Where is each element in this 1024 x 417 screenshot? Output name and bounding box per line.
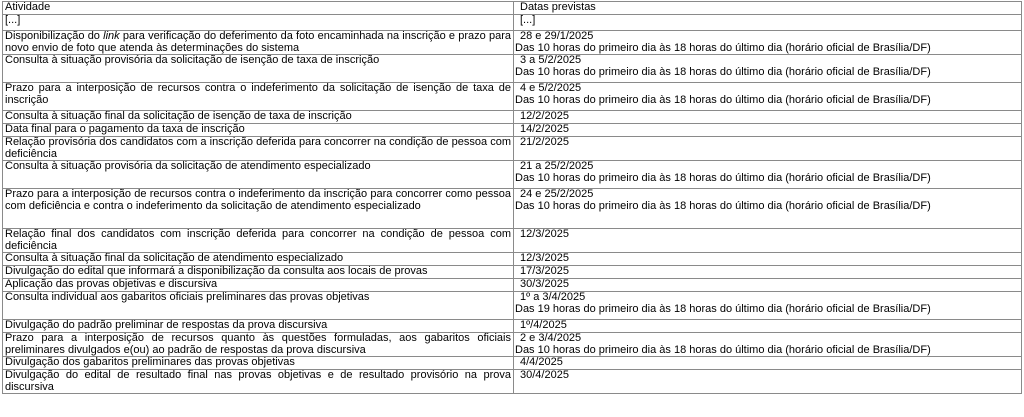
activity-cell: Consulta individual aos gabaritos oficiais preliminares das provas objetivas [3, 292, 514, 320]
dates-cell [514, 15, 1022, 31]
dates-cell [514, 320, 1022, 333]
activity-cell: Prazo para a interposição de recursos quanto às questões formuladas, aos gabaritos oficiais preliminares divulgados e(ou) ao padrão de respostas da prova discursiva [3, 333, 514, 357]
table-body [3, 15, 1022, 394]
activity-cell [3, 31, 514, 55]
table-row [3, 161, 1022, 189]
time-window: Das 19 horas do primeiro dia às 18 horas do último dia (horário oficial de Brasília/DF) [515, 302, 931, 315]
date-value: 1º a 3/4/2025 [520, 291, 586, 303]
dates-cell [514, 137, 1022, 161]
dates-cell [514, 292, 1022, 320]
activity-cell: Consulta à situação provisória da solicitação de atendimento especializado [3, 161, 514, 189]
dates-cell [514, 253, 1022, 266]
date-value: 30/4/2025 [520, 369, 569, 381]
activity-cell: [...] [3, 15, 514, 31]
dates-cell [514, 31, 1022, 55]
table-row [3, 124, 1022, 137]
activity-cell: Relação provisória dos candidatos com a inscrição deferida para concorrer na condição de pessoa com deficiência [3, 137, 514, 161]
dates-cell [514, 55, 1022, 83]
table-row [3, 229, 1022, 253]
dates-cell [514, 370, 1022, 394]
activity-cell: Divulgação dos gabaritos preliminares das provas objetivas [3, 357, 514, 370]
table-row [3, 55, 1022, 83]
dates-cell [514, 357, 1022, 370]
date-value: 12/3/2025 [520, 228, 569, 240]
table-row [3, 333, 1022, 357]
dates-cell [514, 333, 1022, 357]
dates-cell [514, 189, 1022, 229]
table-row [3, 357, 1022, 370]
table-row [3, 292, 1022, 320]
date-value: 28 e 29/1/2025 [520, 30, 594, 42]
date-value: 12/2/2025 [520, 110, 569, 122]
date-value: 12/3/2025 [520, 252, 569, 264]
table-row [3, 266, 1022, 279]
time-window: Das 10 horas do primeiro dia às 18 horas do último dia (horário oficial de Brasília/DF) [515, 199, 931, 212]
activity-cell: Divulgação do edital de resultado final nas provas objetivas e de resultado provisório na prova discursiva [3, 370, 514, 394]
time-window: Das 10 horas do primeiro dia às 18 horas do último dia (horário oficial de Brasília/DF) [515, 65, 931, 78]
table-row [3, 370, 1022, 394]
date-value: 21/2/2025 [520, 136, 569, 148]
activity-cell: Consulta à situação final da solicitação de isenção de taxa de inscrição [3, 111, 514, 124]
schedule-table [2, 1, 1022, 394]
time-window: Das 10 horas do primeiro dia às 18 horas do último dia (horário oficial de Brasília/DF) [515, 41, 931, 54]
date-value: 24 e 25/2/2025 [520, 188, 594, 200]
activity-cell: Prazo para a interposição de recursos contra o indeferimento da solicitação de isenção de taxa de inscrição [3, 83, 514, 111]
date-value: 14/2/2025 [520, 123, 569, 135]
dates-cell [514, 161, 1022, 189]
activity-cell: Data final para o pagamento da taxa de inscrição [3, 124, 514, 137]
time-window: Das 10 horas do primeiro dia às 18 horas do último dia (horário oficial de Brasília/DF) [515, 171, 931, 184]
dates-cell [514, 83, 1022, 111]
table-row [3, 189, 1022, 229]
table-row [3, 15, 1022, 31]
dates-cell [514, 111, 1022, 124]
date-value: [...] [520, 14, 536, 26]
activity-cell: Divulgação do padrão preliminar de respostas da prova discursiva [3, 320, 514, 333]
dates-cell [514, 124, 1022, 137]
activity-keyword: link [103, 30, 120, 42]
date-value: 21 a 25/2/2025 [520, 160, 594, 172]
table-row [3, 111, 1022, 124]
time-window: Das 10 horas do primeiro dia às 18 horas do último dia (horário oficial de Brasília/DF) [515, 343, 931, 356]
table-row [3, 31, 1022, 55]
activity-cell: Consulta à situação provisória da solicitação de isenção de taxa de inscrição [3, 55, 514, 83]
activity-text: Disponibilização do [5, 30, 104, 42]
table-row [3, 253, 1022, 266]
activity-cell: Divulgação do edital que informará a disponibilização da consulta aos locais de provas [3, 266, 514, 279]
table-row [3, 83, 1022, 111]
date-value: 2 e 3/4/2025 [520, 332, 582, 344]
table-row [3, 279, 1022, 292]
header-activity: Atividade [3, 2, 514, 15]
time-window: Das 10 horas do primeiro dia às 18 horas do último dia (horário oficial de Brasília/DF) [515, 93, 931, 106]
date-value: 4/4/2025 [520, 356, 563, 368]
header-dates: Datas previstas [514, 2, 1022, 15]
dates-cell [514, 266, 1022, 279]
date-value: 30/3/2025 [520, 278, 569, 290]
table-row [3, 137, 1022, 161]
table-header-row [3, 2, 1022, 15]
date-value: 1º/4/2025 [520, 319, 567, 331]
dates-cell [514, 229, 1022, 253]
dates-cell [514, 279, 1022, 292]
activity-cell: Relação final dos candidatos com inscrição deferida para concorrer na condição de pessoa com deficiência [3, 229, 514, 253]
activity-cell: Consulta à situação final da solicitação de atendimento especializado [3, 253, 514, 266]
date-value: 4 e 5/2/2025 [520, 82, 582, 94]
date-value: 3 a 5/2/2025 [520, 54, 582, 66]
activity-cell: Aplicação das provas objetivas e discursiva [3, 279, 514, 292]
date-value: 17/3/2025 [520, 265, 569, 277]
table-row [3, 320, 1022, 333]
activity-cell: Prazo para a interposição de recursos contra o indeferimento da inscrição para concorrer como pessoa com deficiência e contra o indeferimento da solicitação de atendimento especializado [3, 189, 514, 229]
activity-text: para verificação do deferimento da foto encaminhada na inscrição e prazo para novo envio de foto que atenda às determinações do sistema [5, 30, 511, 54]
